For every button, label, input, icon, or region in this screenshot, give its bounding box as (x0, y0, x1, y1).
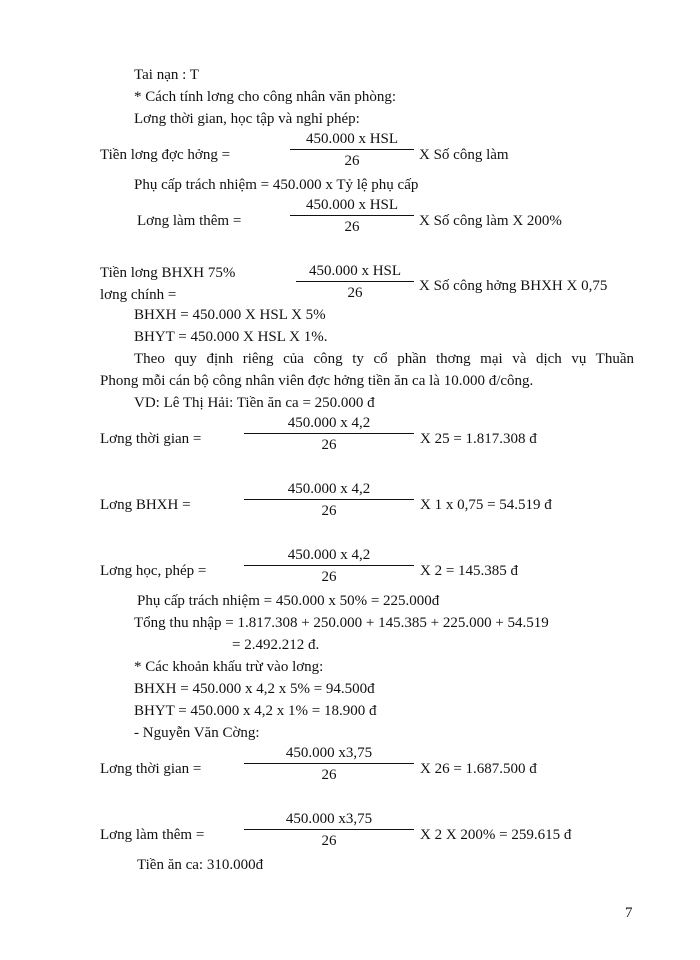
formula8-right: X 2 X 200% = 259.615 đ (420, 827, 572, 843)
formula7-numerator: 450.000 x3,75 (285, 745, 373, 761)
formula4-left: Lơng thời gian = (100, 431, 202, 447)
formula6-fraction (244, 546, 414, 586)
formula2-numerator: 450.000 x HSL (305, 197, 399, 213)
formula6-denominator: 26 (321, 569, 337, 585)
formula1-left: Tiền lơng đợc hởng = (100, 147, 231, 163)
fraction-bar (244, 763, 414, 764)
text-meal-allowance: Tiền ăn ca: 310.000đ (137, 857, 264, 873)
formula4-denominator: 26 (321, 437, 337, 453)
text-bhyt-formula: BHYT = 450.000 X HSL X 1%. (134, 329, 328, 345)
paragraph-line2: Phong mỗi cán bộ công nhân viên đợc hởng tiền ăn ca là 10.000 đ/công. (100, 373, 534, 389)
paragraph-line1: Theo quy định riêng của công ty cổ phần thơng mại và dịch vụ Thuần (134, 351, 634, 367)
text-bhxh-deduction: BHXH = 450.000 x 4,2 x 5% = 94.500đ (134, 681, 375, 697)
formula8-left: Lơng làm thêm = (100, 827, 205, 843)
formula7-fraction (244, 744, 414, 784)
formula3-denominator: 26 (347, 285, 363, 301)
formula8-fraction (244, 810, 414, 850)
fraction-bar (244, 829, 414, 830)
text-allowance-value: Phụ cấp trách nhiệm = 450.000 x 50% = 225.000đ (137, 593, 440, 609)
formula1-denominator: 26 (344, 153, 360, 169)
formula7-left: Lơng thời gian = (100, 761, 202, 777)
formula3-left-b: lơng chính = (100, 287, 177, 303)
formula6-right: X 2 = 145.385 đ (420, 563, 519, 579)
text-employee-name: - Nguyễn Văn Cờng: (134, 725, 260, 741)
text-allowance-formula: Phụ cấp trách nhiệm = 450.000 x Tỷ lệ phụ cấp (134, 177, 419, 193)
formula3-fraction (296, 262, 414, 302)
fraction-bar (244, 499, 414, 500)
formula1-numerator: 450.000 x HSL (305, 131, 399, 147)
formula3-left-a: Tiền lơng BHXH 75% (100, 265, 236, 281)
formula4-fraction (244, 414, 414, 454)
formula5-denominator: 26 (321, 503, 337, 519)
text-example: VD: Lê Thị Hải: Tiền ăn ca = 250.000 đ (134, 395, 375, 411)
formula5-right: X 1 x 0,75 = 54.519 đ (420, 497, 552, 513)
formula7-right: X 26 = 1.687.500 đ (420, 761, 537, 777)
formula5-left: Lơng BHXH = (100, 497, 191, 513)
fraction-bar (244, 433, 414, 434)
formula2-fraction (290, 196, 414, 236)
fraction-bar (244, 565, 414, 566)
text-total-result: = 2.492.212 đ. (232, 637, 320, 653)
formula3-right: X Số công hởng BHXH X 0,75 (419, 278, 608, 294)
formula7-denominator: 26 (321, 767, 337, 783)
heading-deductions: * Các khoản khấu trừ vào lơng: (134, 659, 324, 675)
formula8-numerator: 450.000 x3,75 (285, 811, 373, 827)
formula8-denominator: 26 (321, 833, 337, 849)
text-bhxh-formula: BHXH = 450.000 X HSL X 5% (134, 307, 326, 323)
formula5-numerator: 450.000 x 4,2 (287, 481, 371, 497)
formula1-right: X Số công làm (419, 147, 509, 163)
page-number: 7 (625, 905, 633, 921)
fraction-bar (290, 215, 414, 216)
formula2-left: Lơng làm thêm = (137, 213, 242, 229)
formula4-right: X 25 = 1.817.308 đ (420, 431, 537, 447)
formula2-right: X Số công làm X 200% (419, 213, 562, 229)
text-total-income: Tổng thu nhập = 1.817.308 + 250.000 + 145.385 + 225.000 + 54.519 (134, 615, 549, 631)
formula6-numerator: 450.000 x 4,2 (287, 547, 371, 563)
formula5-fraction (244, 480, 414, 520)
fraction-bar (296, 281, 414, 282)
fraction-bar (290, 149, 414, 150)
formula1-fraction (290, 130, 414, 170)
text-accident: Tai nạn : T (134, 67, 199, 83)
formula4-numerator: 450.000 x 4,2 (287, 415, 371, 431)
formula2-denominator: 26 (344, 219, 360, 235)
heading-office-salary: * Cách tính lơng cho công nhân văn phòng: (134, 89, 397, 105)
text-bhyt-deduction: BHYT = 450.000 x 4,2 x 1% = 18.900 đ (134, 703, 377, 719)
subheading-time-salary: Lơng thời gian, học tập và nghỉ phép: (134, 111, 360, 127)
formula3-numerator: 450.000 x HSL (308, 263, 402, 279)
formula6-left: Lơng học, phép = (100, 563, 207, 579)
